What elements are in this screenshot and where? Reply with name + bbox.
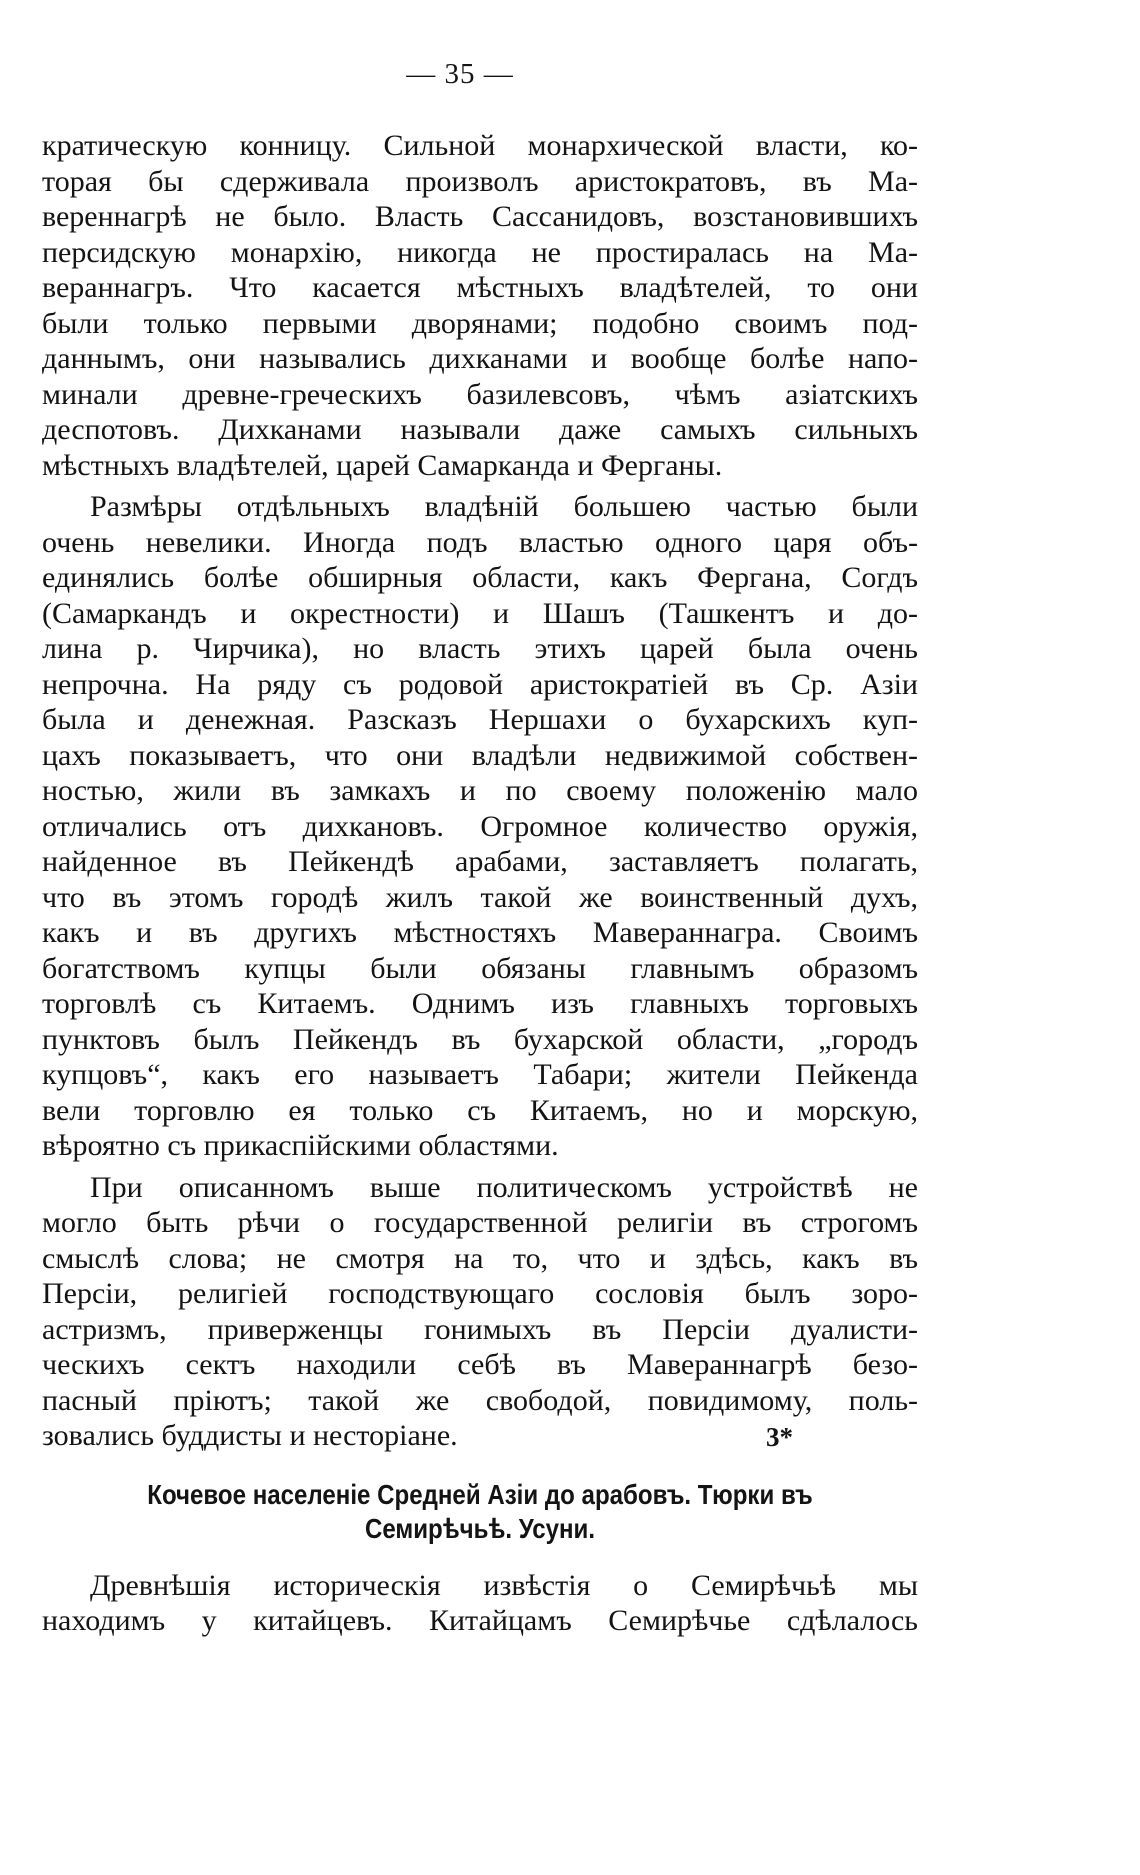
text-line: Персіи, религіей господствующаго сословія былъ зоро- bbox=[42, 1277, 918, 1310]
text-line: могло быть рѣчи о государственной религіи въ строгомъ bbox=[42, 1206, 918, 1239]
paragraph-1 bbox=[42, 128, 918, 483]
text-line: что въ этомъ городѣ жилъ такой же воинственный духъ, bbox=[42, 880, 918, 914]
text-line: очень невелики. Иногда подъ властью одного царя объ- bbox=[42, 525, 918, 559]
text-line: единялись болѣе обширныя области, какъ Фергана, Согдъ bbox=[42, 561, 918, 594]
text-line: цахъ показываетъ, что они владѣли недвижимой собствен- bbox=[42, 738, 918, 772]
text-line: мѣстныхъ владѣтелей, царей Самарканда и Ферганы. bbox=[42, 448, 723, 482]
text-line: деспотовъ. Дихканами называли даже самыхъ сильныхъ bbox=[42, 413, 918, 446]
page-number: — 35 — bbox=[406, 58, 514, 90]
text-line: ностью, жили въ замкахъ и по своему положенію мало bbox=[42, 774, 918, 807]
section-heading bbox=[103, 1478, 856, 1546]
text-line: находимъ у китайцевъ. Китайцамъ Семирѣчье сдѣлалось bbox=[42, 1604, 918, 1637]
text-line: вѣроятно съ прикаспійскими областями. bbox=[42, 1129, 559, 1162]
text-line: вереннагрѣ не было. Власть Сассанидовъ, возстановившихъ bbox=[42, 200, 918, 233]
text-line: вераннагръ. Что касается мѣстныхъ владѣтелей, то они bbox=[42, 271, 918, 304]
text-line: вели торговлю ея только съ Китаемъ, но и морскую, bbox=[42, 1093, 918, 1127]
text-line: лина р. Чирчика), но власть этихъ царей была очень bbox=[42, 632, 918, 665]
text-line: купцовъ“, какъ его называетъ Табари; жители Пейкенда bbox=[42, 1058, 918, 1091]
signature-mark: 3* bbox=[766, 1422, 793, 1452]
paragraph-2 bbox=[42, 489, 918, 1164]
section-heading-line: Кочевое населеніе Средней Азіи до арабовъ. Тюрки въ bbox=[147, 1478, 813, 1510]
text-line: ческихъ сектъ находили себѣ въ Мавераннагрѣ безо- bbox=[42, 1348, 918, 1381]
text-line: зовались буддисты и несторіане. bbox=[42, 1419, 458, 1452]
paragraph-3 bbox=[42, 1170, 918, 1454]
paragraph-4 bbox=[42, 1568, 918, 1639]
text-line: Древнѣшія историческія извѣстія о Семирѣчьѣ мы bbox=[90, 1568, 918, 1602]
text-line: отличались отъ дихкановъ. Огромное количество оружія, bbox=[42, 809, 918, 843]
body-text bbox=[42, 128, 918, 1639]
text-line: пасный пріютъ; такой же свободой, повидимому, поль- bbox=[42, 1383, 918, 1417]
text-line: персидскую монархію, никогда не простиралась на Ма- bbox=[42, 235, 918, 269]
text-line: Размѣры отдѣльныхъ владѣній большею частью были bbox=[90, 490, 918, 523]
text-line: торая бы сдерживала произволъ аристократовъ, въ Ма- bbox=[42, 164, 918, 198]
text-line: торговлѣ съ Китаемъ. Однимъ изъ главныхъ торговыхъ bbox=[42, 987, 918, 1020]
text-line: была и денежная. Разсказъ Нершахи о бухарскихъ куп- bbox=[42, 703, 918, 736]
text-line: (Самаркандъ и окрестности) и Шашъ (Ташкентъ и до- bbox=[42, 596, 918, 630]
text-line: найденное въ Пейкендѣ арабами, заставляетъ полагать, bbox=[42, 845, 918, 878]
section-heading-line: Семирѣчьѣ. Усуни. bbox=[364, 1512, 596, 1544]
text-line: пунктовъ былъ Пейкендъ въ бухарской области, „городъ bbox=[42, 1022, 918, 1056]
text-line: При описанномъ выше политическомъ устройствѣ не bbox=[90, 1170, 918, 1204]
text-line: непрочна. На ряду съ родовой аристократіей въ Ср. Азіи bbox=[42, 667, 918, 701]
text-line: астризмъ, приверженцы гонимыхъ въ Персіи дуалисти- bbox=[42, 1312, 918, 1346]
text-line: кратическую конницу. Сильной монархической власти, ко- bbox=[42, 129, 918, 162]
text-line: были только первыми дворянами; подобно своимъ под- bbox=[42, 306, 918, 340]
text-line: богатствомъ купцы были обязаны главнымъ образомъ bbox=[42, 951, 918, 985]
text-line: какъ и въ другихъ мѣстностяхъ Мавераннагра. Своимъ bbox=[42, 916, 918, 949]
text-line: минали древне-греческихъ базилевсовъ, чѣмъ азіатскихъ bbox=[42, 377, 918, 411]
text-line: даннымъ, они назывались дихканами и вообще болѣе напо- bbox=[42, 342, 918, 375]
text-line: смыслѣ слова; не смотря на то, что и здѣсь, какъ въ bbox=[42, 1241, 918, 1275]
